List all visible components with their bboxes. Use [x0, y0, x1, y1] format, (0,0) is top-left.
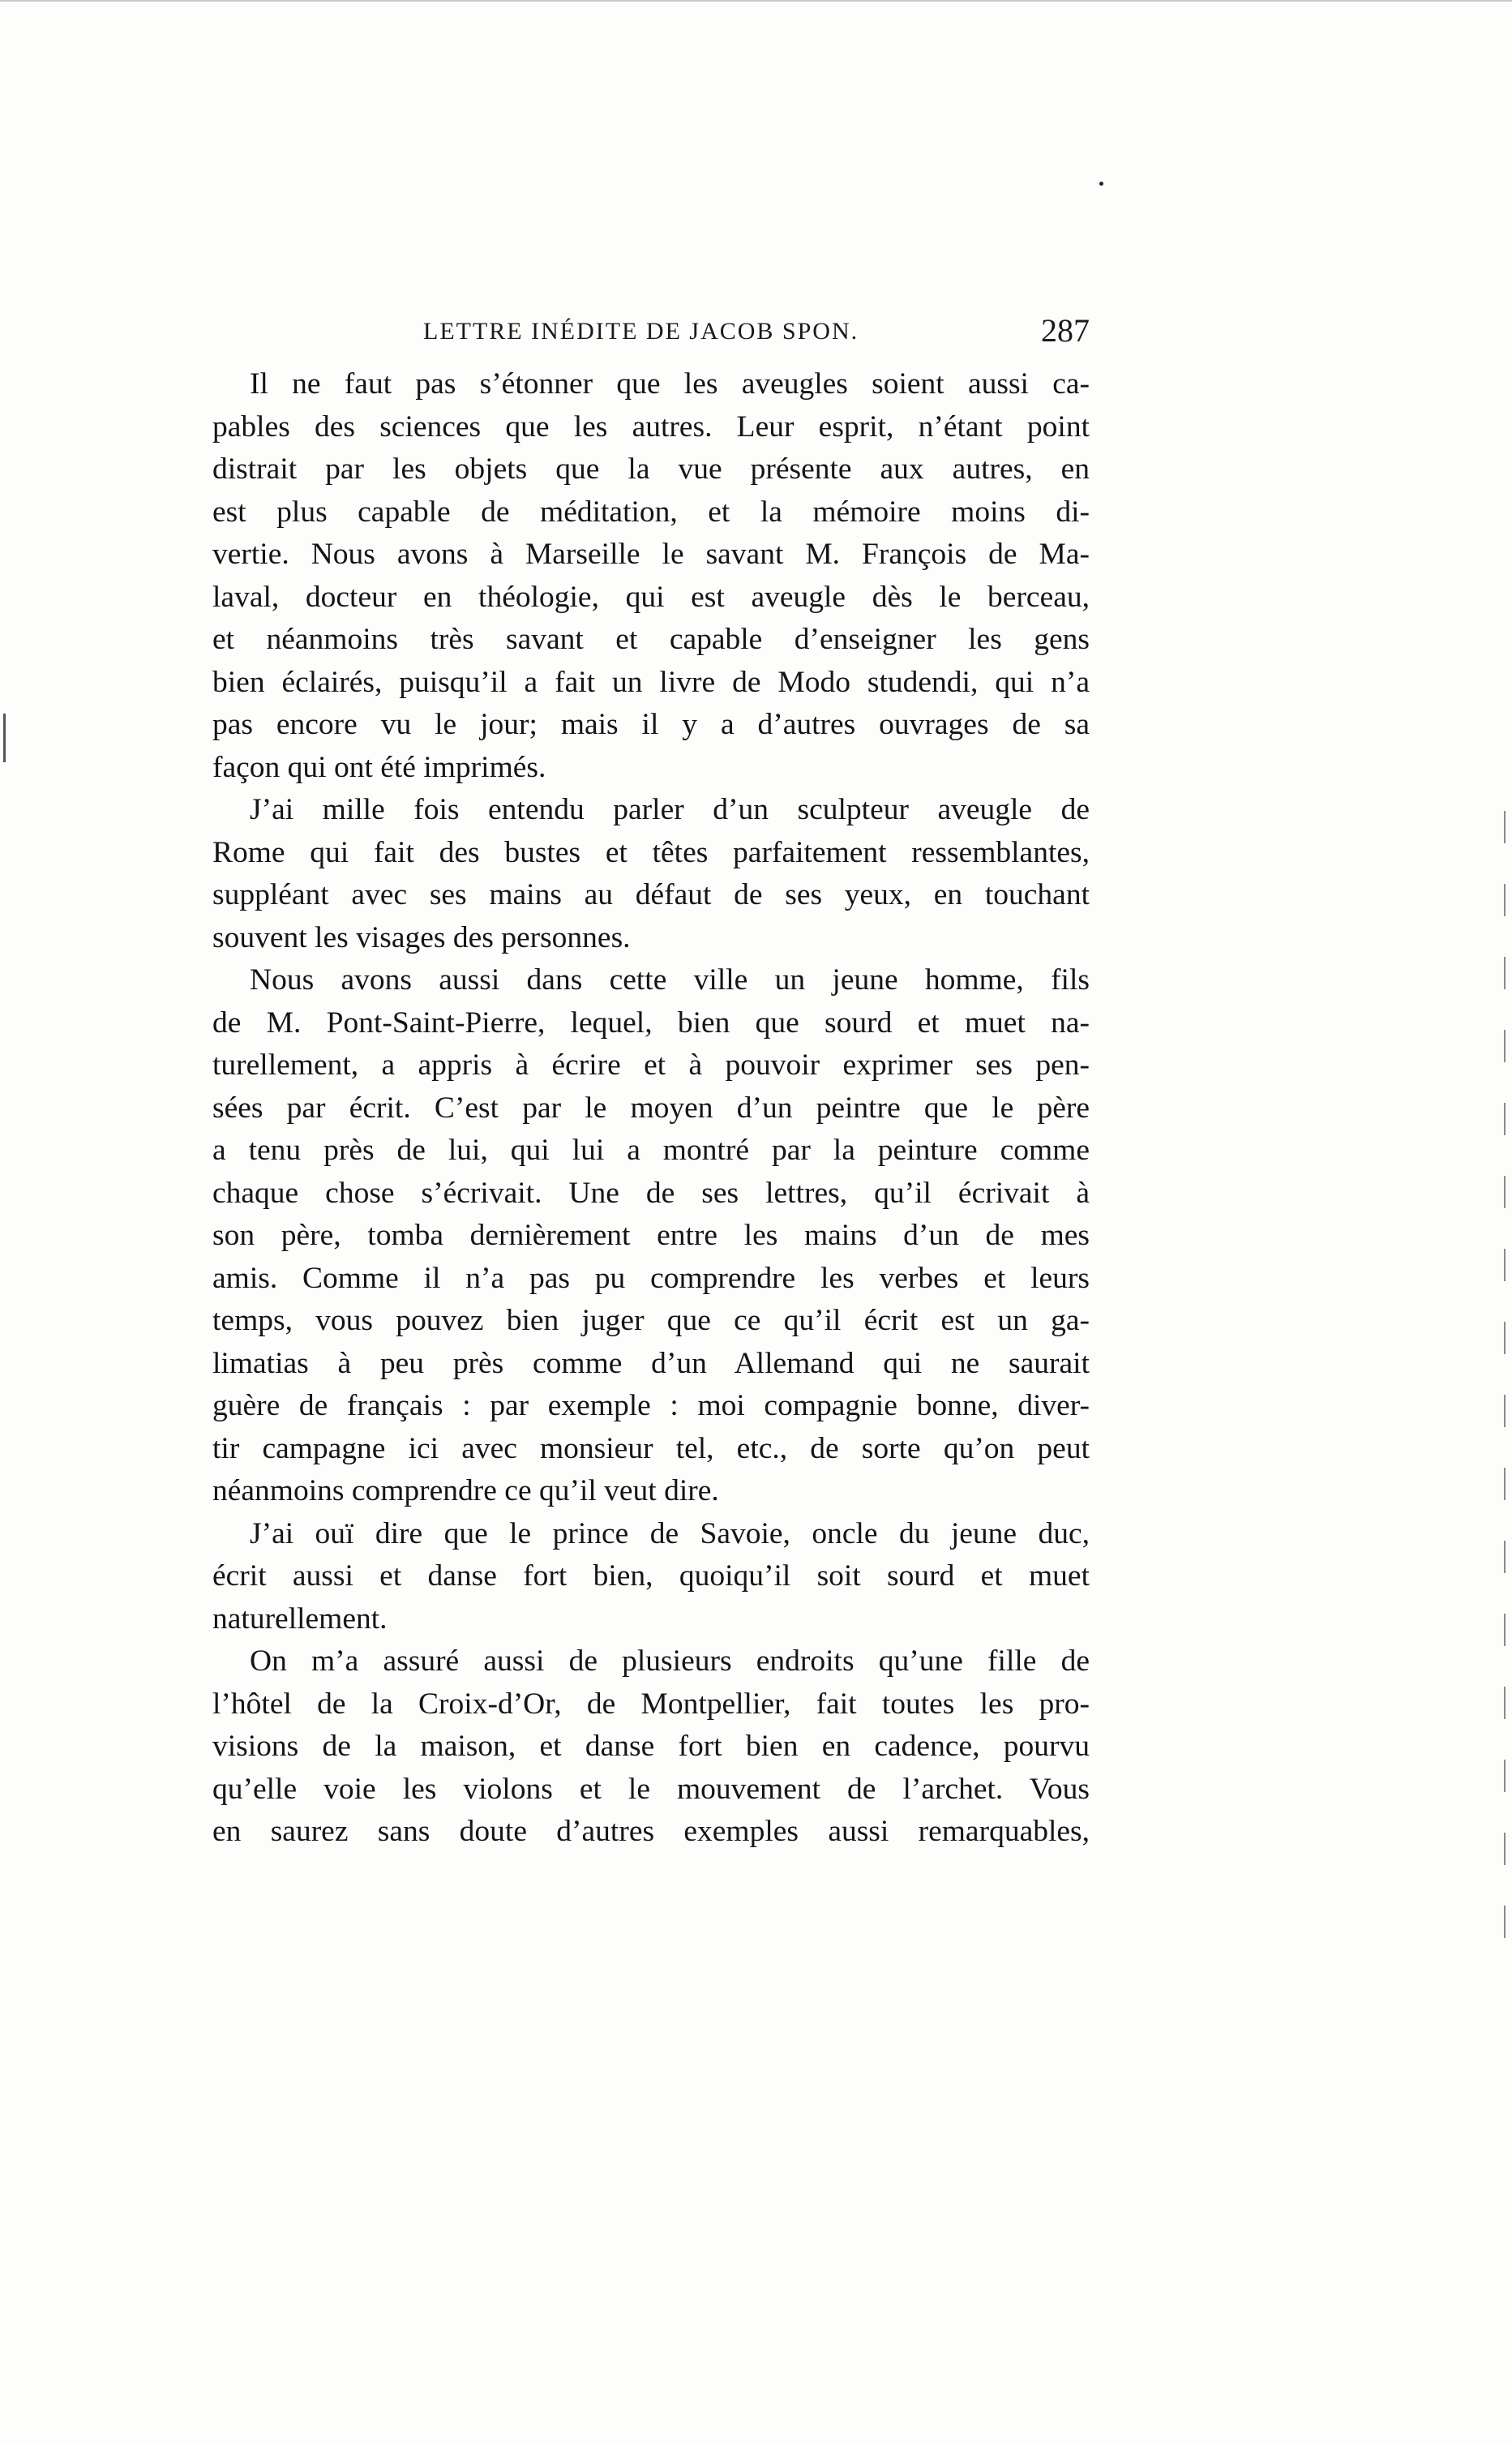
text-line: tir campagne ici avec monsieur tel, etc., de sorte qu’on peut	[212, 1431, 1090, 1465]
text-line: On m’a assuré aussi de plusieurs endroits qu’une fille de	[250, 1644, 1090, 1678]
text-line: écrit aussi et danse fort bien, quoiqu’il soit sourd et muet	[212, 1559, 1090, 1593]
text-line: qu’elle voie les violons et le mouvement de l’archet. Vous	[212, 1772, 1090, 1806]
text-line: est plus capable de méditation, et la mémoire moins di-	[212, 495, 1090, 529]
text-line: turellement, a appris à écrire et à pouvoir exprimer ses pen-	[212, 1048, 1090, 1082]
text-line: visions de la maison, et danse fort bien en cadence, pourvu	[212, 1730, 1090, 1763]
body-text	[212, 363, 1090, 1854]
text-line: a tenu près de lui, qui lui a montré par la peinture comme	[212, 1134, 1090, 1167]
text-line: distrait par les objets que la vue présente aux autres, en	[212, 452, 1090, 486]
text-line: vertie. Nous avons à Marseille le savant M. François de Ma-	[212, 538, 1090, 571]
text-line: laval, docteur en théologie, qui est aveugle dès le berceau,	[212, 580, 1090, 614]
text-line: de M. Pont-Saint-Pierre, lequel, bien que sourd et muet na-	[212, 1005, 1090, 1040]
text-line: J’ai mille fois entendu parler d’un sculpteur aveugle de	[250, 793, 1090, 826]
text-line: Rome qui fait des bustes et têtes parfaitement ressemblantes,	[212, 835, 1090, 869]
running-title: LETTRE INÉDITE DE JACOB SPON.	[423, 318, 859, 345]
scan-margin-mark	[3, 714, 6, 762]
scan-edge	[0, 0, 1512, 6]
page-number: 287	[1041, 312, 1090, 349]
text-line: en saurez sans doute d’autres exemples aussi remarquables,	[212, 1815, 1090, 1848]
text-line: pables des sciences que les autres. Leur esprit, n’étant point	[212, 409, 1090, 444]
text-line: souvent les visages des personnes.	[212, 920, 631, 954]
text-line: naturellement.	[212, 1601, 388, 1636]
scan-margin-line	[1504, 811, 1506, 1946]
text-line: chaque chose s’écrivait. Une de ses lettres, qu’il écrivait à	[212, 1176, 1090, 1210]
text-line: suppléant avec ses mains au défaut de ses yeux, en touchant	[212, 878, 1090, 911]
text-line: façon qui ont été imprimés.	[212, 750, 546, 784]
text-line: J’ai ouï dire que le prince de Savoie, oncle du jeune duc,	[250, 1516, 1090, 1550]
text-line: guère de français : par exemple : moi compagnie bonne, diver-	[212, 1389, 1090, 1422]
stray-mark	[1099, 182, 1103, 186]
text-line: bien éclairés, puisqu’il a fait un livre de Modo studendi, qui n’a	[212, 665, 1090, 699]
text-line: néanmoins comprendre ce qu’il veut dire.	[212, 1474, 719, 1507]
running-head	[212, 311, 1090, 360]
text-line: amis. Comme il n’a pas pu comprendre les verbes et leurs	[212, 1261, 1090, 1295]
text-line: sées par écrit. C’est par le moyen d’un peintre que le père	[212, 1091, 1090, 1125]
text-line: l’hôtel de la Croix-d’Or, de Montpellier, fait toutes les pro-	[212, 1687, 1090, 1721]
text-line: Il ne faut pas s’étonner que les aveugles soient aussi ca-	[250, 367, 1090, 401]
text-line: temps, vous pouvez bien juger que ce qu’il écrit est un ga-	[212, 1304, 1090, 1337]
text-line: et néanmoins très savant et capable d’enseigner les gens	[212, 623, 1090, 656]
text-line: son père, tomba dernièrement entre les mains d’un de mes	[212, 1219, 1090, 1252]
text-line: limatias à peu près comme d’un Allemand qui ne saurait	[212, 1346, 1090, 1380]
text-line: Nous avons aussi dans cette ville un jeune homme, fils	[250, 963, 1090, 997]
text-line: pas encore vu le jour; mais il y a d’autres ouvrages de sa	[212, 708, 1090, 741]
